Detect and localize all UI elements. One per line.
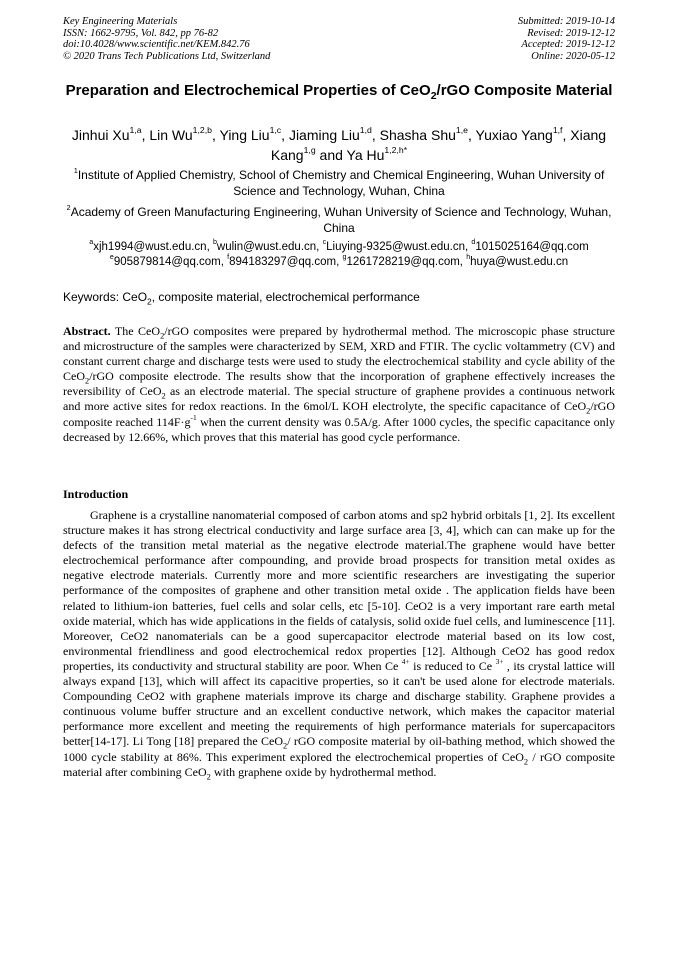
email-separator: , [459, 256, 467, 268]
abstract-body [63, 324, 615, 444]
author-name: Lin Wu [149, 127, 193, 143]
email-marker: c [322, 238, 327, 247]
affiliation-1 [63, 167, 615, 199]
author-affiliation-marker: 1,2,h* [384, 145, 408, 156]
email-separator: , [336, 256, 343, 268]
intro-text: / rGO composite material by oil-bathing method, which showed the 1000 cycle stability at 86%. This experiment explored the electrochemical properties of CeO [63, 734, 615, 764]
keywords-rest: , composite material, electrochemical performance [151, 290, 420, 304]
email-address: wulin@wust.edu.cn [216, 241, 317, 253]
intro-text: is reduced to Ce [409, 658, 496, 673]
intro-subscript: 2 [283, 741, 288, 751]
abstract-text: The CeO [110, 324, 161, 338]
author-separator: , [141, 127, 150, 143]
journal-name: Key Engineering Materials [63, 16, 178, 27]
author-separator: , [562, 127, 571, 143]
abstract-text: /rGO composites were prepared by hydrothermal method. The microscopic phase structure and microstructure of the samples were characterized by SEM, XRD and FTIR. The cyclic voltammetry (CV) and constant current charge and discharge tests were used to study the electrochemical stability and cycle ability of the CeO [63, 324, 616, 384]
abstract-subscript: 2 [586, 406, 591, 416]
abstract-text: when the current density was 0.5A/g. After 1000 cycles, the specific capacitance only decreased by 12.66%, which proves that this material has good cycle performance. [63, 414, 615, 444]
paper-title [63, 82, 615, 100]
author-name: Ying Liu [219, 127, 270, 143]
email-address: huya@wust.edu.cn [470, 256, 569, 268]
author-name: Jinhui Xu [71, 127, 130, 143]
author-affiliation-marker: 1,2,b [192, 125, 212, 136]
email-line [63, 240, 615, 255]
author-list [63, 125, 615, 165]
doi-line: doi:10.4028/www.scientific.net/KEM.842.76 [63, 39, 250, 50]
affiliation-2-text: Academy of Green Manufacturing Engineering, Wuhan University of Science and Technology, Wuhan, China [70, 205, 612, 235]
affiliation-1-marker: 1 [73, 166, 78, 176]
publication-dates [518, 16, 615, 62]
email-marker: f [227, 253, 230, 262]
author-separator: , [211, 127, 220, 143]
email-address: xjh1994@wust.edu.cn [93, 241, 207, 253]
intro-text: with graphene oxide by hydrothermal method. [210, 764, 437, 779]
email-address: Liuying-9325@wust.edu.cn [326, 241, 466, 253]
email-marker: e [109, 253, 114, 262]
abstract-label: Abstract. [63, 324, 111, 338]
author-affiliation-marker: 1,g [303, 145, 316, 156]
author-separator: and [315, 147, 347, 163]
email-separator: , [220, 256, 228, 268]
title-subscript: 2 [430, 90, 437, 102]
introduction-paragraph [63, 508, 615, 780]
email-marker: a [89, 238, 94, 247]
author-separator: , [281, 127, 289, 143]
author-name: Jiaming Liu [288, 127, 360, 143]
journal-info [63, 16, 270, 62]
abstract-text: /rGO composite electrode. The results show that the incorporation of graphene effectively increases the reversibility of CeO [63, 369, 615, 399]
email-separator: , [206, 241, 213, 253]
abstract-subscript: 2 [85, 376, 90, 386]
email-separator: , [316, 241, 323, 253]
author-separator: , [371, 127, 380, 143]
author-name: Xiang Kang [270, 127, 607, 163]
copyright-line: © 2020 Trans Tech Publications Ltd, Switzerland [63, 50, 271, 62]
email-list [63, 240, 615, 270]
revised-date: Revised: 2019-12-12 [527, 27, 615, 39]
intro-text: Graphene is a crystalline nanomaterial composed of carbon atoms and sp2 hybrid orbitals [1, 2]. Its excellent structure makes it has strong electrical conductivity and large surface area [3, 4], which can can make up for the defects of the transition metal material as the negative electrode material.The graphene would have better electrochemical performance after compounding, and provide broad prospects for transition metal oxides as negative electrode materials. Currently more and more scientific researchers are investigating the superior performance of the composites of graphene and other transition metal oxide . The application fields have been related to lithium-ion batteries, fuel cells and solar cells, etc [5-10]. CeO2 is a very important rare earth metal oxide material, which has wide applications in the fields of catalysis, solid oxide fuel cells, and luminescence [11]. Moreover, CeO2 nanomaterials can be a good supercapacitor electrode material based on its low cost, environmental friendliness and good electrochemical redox properties [12]. Although CeO2 has good redox properties, its conductivity and structural stability are poor. When Ce [63, 508, 615, 673]
title-part1: Preparation and Electrochemical Properties of CeO [65, 82, 431, 99]
abstract-text: as an electrode material. The special structure of graphene provides a continuous network and more active sites for redox reactions. In the 6mol/L KOH electrolyte, the specific capacitance of CeO [63, 384, 615, 414]
email-address: 905879814@qq.com [113, 256, 221, 268]
abstract-text: /rGO composite reached 114F·g [63, 399, 615, 429]
intro-text: / rGO composite material after combining CeO [63, 749, 615, 779]
email-address: 1261728219@qq.com [346, 256, 460, 268]
author-name: Shasha Shu [379, 127, 456, 143]
intro-superscript: 4+ [401, 657, 410, 667]
author-affiliation-marker: 1,a [129, 125, 142, 136]
author-affiliation-marker: 1,e [455, 125, 468, 136]
email-address: 1015025164@qq.com [475, 241, 589, 253]
affiliation-2 [63, 204, 615, 236]
intro-subscript: 2 [523, 756, 529, 766]
author-affiliation-marker: 1,f [552, 125, 563, 136]
email-separator: , [465, 241, 472, 253]
abstract-subscript: 2 [161, 391, 166, 401]
keywords [63, 290, 420, 305]
author-affiliation-marker: 1,d [359, 125, 372, 136]
title-part2: /rGO Composite Material [436, 82, 613, 99]
intro-text: , its crystal lattice will always expand [13], which will affect its capacitive properties, so it can't be used alone for electrode materials. Compounding CeO2 with graphene materials improve its charge and discharge stability. Graphene provides a continuous volume buffer structure and an excellent conductive network, which makes the capacitor material performance more excellent and meeting the requirements of high performance materials for supercapacitors better[14-17]. Li Tong [18] prepared the CeO [63, 658, 615, 749]
email-line [63, 255, 615, 270]
affiliation-2-marker: 2 [66, 203, 71, 213]
intro-subscript: 2 [206, 771, 211, 781]
issn-line: ISSN: 1662-9795, Vol. 842, pp 76-82 [63, 27, 219, 39]
abstract [63, 324, 615, 445]
intro-superscript: 3+ [495, 657, 504, 667]
email-address: 894183297@qq.com [229, 256, 337, 268]
abstract-subscript: 2 [160, 331, 165, 341]
keyword-first-subscript: 2 [147, 296, 152, 307]
online-date: Online: 2020-05-12 [531, 50, 615, 62]
email-marker: b [212, 238, 217, 247]
accepted-date: Accepted: 2019-12-12 [521, 39, 615, 50]
email-marker: h [466, 253, 471, 262]
author-separator: , [467, 127, 476, 143]
section-heading-introduction: Introduction [63, 487, 129, 501]
author-affiliation-marker: 1,c [269, 125, 282, 136]
keywords-label: Keywords: [63, 290, 123, 304]
email-marker: g [342, 253, 347, 262]
abstract-superscript: -1 [190, 412, 197, 422]
email-marker: d [471, 238, 476, 247]
author-name: Ya Hu [346, 147, 385, 163]
keyword-first: CeO [122, 290, 148, 304]
author-name: Yuxiao Yang [475, 127, 553, 143]
affiliation-1-text: Institute of Applied Chemistry, School of Chemistry and Chemical Engineering, Wuhan University of Science and Technology, Wuhan, China [77, 168, 605, 198]
submitted-date: Submitted: 2019-10-14 [517, 16, 615, 27]
